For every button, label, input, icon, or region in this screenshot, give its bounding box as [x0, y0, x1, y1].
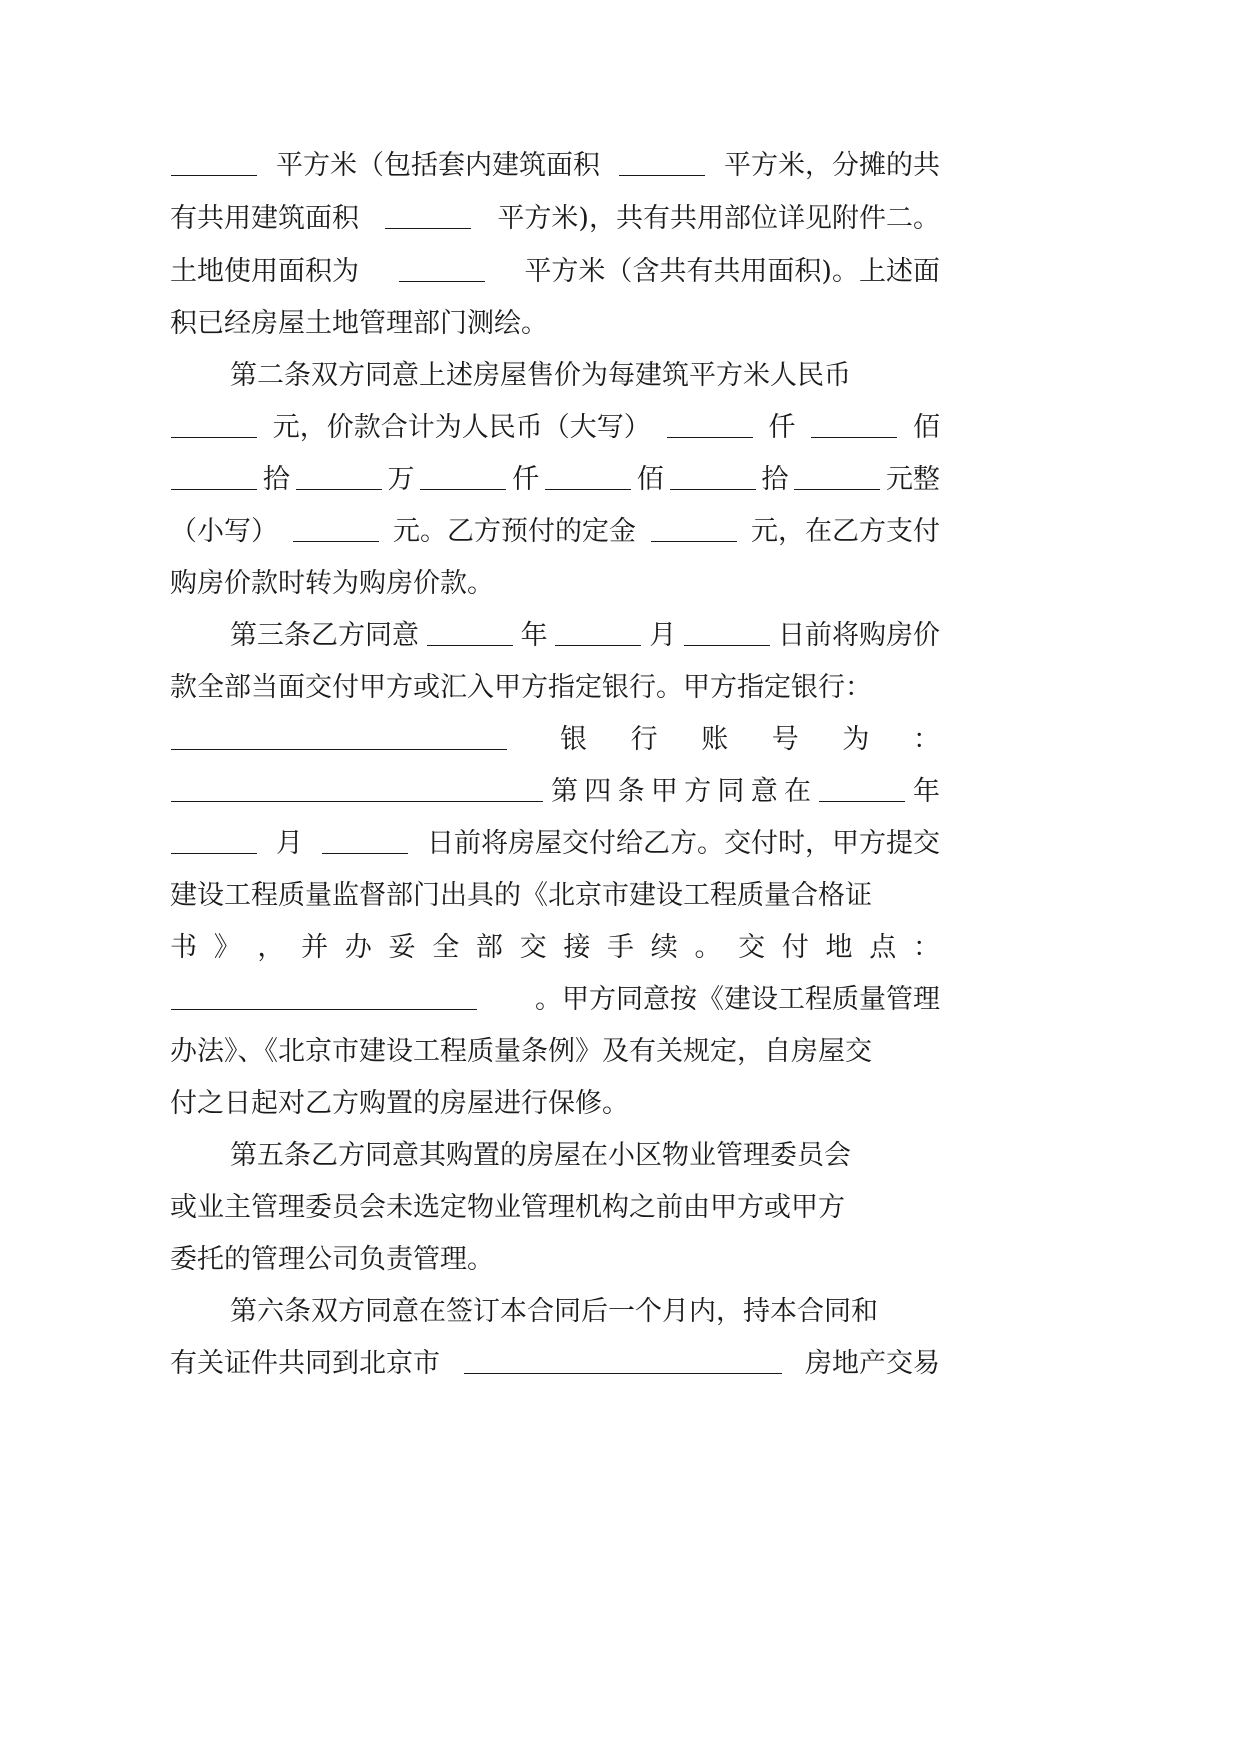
text-segment: 元，在乙方支付 — [751, 516, 940, 547]
fill-blank[interactable] — [399, 251, 485, 282]
fill-blank[interactable] — [171, 145, 257, 176]
fill-blank-long[interactable] — [171, 771, 543, 802]
text-segment: 付之日起对乙方购置的房屋进行保修。 — [170, 1088, 629, 1119]
text-segment: 建设工程质量监督部门出具的《北京市建设工程质量合格证 — [170, 880, 872, 911]
article-6-start — [230, 1285, 940, 1339]
spaced-char: 并 — [301, 932, 329, 963]
text-segment: 万 — [387, 464, 415, 495]
text-segment: 拾 — [761, 464, 789, 495]
text-segment: 元。乙方预付的定金 — [393, 516, 636, 547]
spaced-text — [560, 713, 940, 767]
spaced-char: 银 — [560, 724, 587, 755]
spaced-char: 交 — [738, 932, 766, 963]
spaced-char: 甲 — [650, 776, 678, 807]
text-line — [170, 297, 940, 351]
spaced-char: 意 — [750, 776, 778, 807]
fill-blank-long[interactable] — [464, 1343, 782, 1374]
text-segment: 土地使用面积为 — [170, 256, 359, 287]
text-segment: 平方米（含共有共用面积)。上述面 — [524, 256, 940, 287]
text-line — [170, 245, 940, 299]
spaced-char: 办 — [344, 932, 372, 963]
fill-blank[interactable] — [619, 145, 705, 176]
text-segment: 佰 — [912, 412, 940, 443]
fill-blank[interactable] — [670, 459, 756, 490]
spaced-char: ： — [912, 724, 940, 755]
fill-blank[interactable] — [171, 407, 257, 438]
text-line — [170, 453, 940, 507]
text-line — [170, 1337, 940, 1391]
text-line — [170, 505, 940, 559]
text-segment: 年 — [520, 620, 548, 651]
text-segment: 第五条乙方同意其购置的房屋在小区物业管理委员会 — [230, 1140, 851, 1171]
text-line — [170, 139, 940, 193]
text-segment: 有关证件共同到北京市 — [170, 1348, 440, 1379]
text-segment: 购房价款时转为购房价款。 — [170, 568, 494, 599]
text-segment: 款全部当面交付甲方或汇入甲方指定银行。甲方指定银行： — [170, 672, 872, 703]
text-line — [170, 869, 940, 923]
text-line — [170, 557, 940, 611]
spaced-char: ： — [912, 932, 940, 963]
spaced-char: 书 — [170, 932, 197, 963]
text-segment: 第六条双方同意在签订本合同后一个月内，持本合同和 — [230, 1296, 878, 1327]
spaced-char: 交 — [519, 932, 547, 963]
text-segment: 房地产交易 — [805, 1348, 940, 1379]
text-line — [170, 921, 940, 975]
spaced-char: 行 — [630, 724, 658, 755]
spaced-char: 妥 — [388, 932, 416, 963]
text-line — [170, 765, 940, 819]
fill-blank[interactable] — [322, 823, 408, 854]
spaced-char: 为 — [842, 724, 870, 755]
text-segment: 月 — [276, 828, 303, 859]
text-segment: 第三条乙方同意 — [230, 620, 419, 651]
fill-blank[interactable] — [811, 407, 897, 438]
spaced-char: 四 — [584, 776, 612, 807]
spaced-char: 条 — [617, 776, 645, 807]
fill-blank[interactable] — [651, 511, 737, 542]
fill-blank-long[interactable] — [171, 719, 507, 750]
fill-blank[interactable] — [819, 771, 905, 802]
spaced-char: 号 — [771, 724, 799, 755]
fill-blank[interactable] — [296, 459, 382, 490]
text-line — [170, 661, 940, 715]
spaced-char: 地 — [825, 932, 853, 963]
spaced-char: 手 — [607, 932, 635, 963]
text-segment: 平方米（包括套内建筑面积 — [276, 150, 600, 181]
text-segment: 元整 — [885, 464, 940, 495]
spaced-char: 》 — [213, 932, 241, 963]
spaced-text — [170, 921, 940, 975]
spaced-char: 部 — [475, 932, 503, 963]
text-segment: 委托的管理公司负责管理。 — [170, 1244, 494, 1275]
spaced-char: 点 — [869, 932, 897, 963]
spaced-char: 付 — [781, 932, 809, 963]
text-line — [170, 1233, 940, 1287]
fill-blank[interactable] — [171, 459, 257, 490]
text-segment: （小写） — [170, 516, 278, 547]
text-segment: 有共用建筑面积 — [170, 203, 359, 234]
spaced-text — [551, 765, 811, 819]
fill-blank[interactable] — [545, 459, 631, 490]
fill-blank-long[interactable] — [171, 979, 477, 1010]
spaced-char: 同 — [717, 776, 745, 807]
spaced-char: 第 — [551, 776, 578, 807]
spaced-char: 方 — [684, 776, 712, 807]
text-line — [170, 1025, 940, 1079]
fill-blank[interactable] — [427, 615, 513, 646]
fill-blank[interactable] — [555, 615, 641, 646]
article-2-start — [230, 349, 940, 403]
spaced-char: 续 — [650, 932, 678, 963]
text-segment: 年 — [913, 776, 940, 807]
article-3-start — [230, 609, 940, 663]
text-segment: 办法》、《北京市建设工程质量条例》及有关规定，自房屋交 — [170, 1036, 872, 1067]
spaced-char: 账 — [701, 724, 729, 755]
spaced-char: 在 — [783, 776, 811, 807]
spaced-char: 全 — [432, 932, 460, 963]
text-segment: 佰 — [636, 464, 664, 495]
text-line — [170, 817, 940, 871]
article-5-start — [230, 1129, 940, 1183]
text-segment: 日前将房屋交付给乙方。交付时，甲方提交 — [427, 828, 940, 859]
text-segment: 平方米)，共有共用部位详见附件二。 — [497, 203, 940, 234]
text-segment: 仟 — [768, 412, 796, 443]
text-segment: 仟 — [512, 464, 540, 495]
text-line — [170, 192, 940, 246]
fill-blank[interactable] — [684, 615, 770, 646]
fill-blank[interactable] — [667, 407, 753, 438]
spaced-char: 。 — [694, 932, 722, 963]
text-segment: 元，价款合计为人民币（大写） — [272, 412, 651, 443]
fill-blank[interactable] — [385, 198, 471, 229]
text-line — [170, 713, 940, 767]
text-segment: 平方米，分摊的共 — [724, 150, 940, 181]
fill-blank[interactable] — [171, 823, 257, 854]
fill-blank[interactable] — [293, 511, 379, 542]
text-segment: 月 — [649, 620, 677, 651]
spaced-char: 接 — [563, 932, 591, 963]
text-line — [170, 401, 940, 455]
text-segment: 或业主管理委员会未选定物业管理机构之前由甲方或甲方 — [170, 1192, 845, 1223]
text-segment: 拾 — [262, 464, 290, 495]
fill-blank[interactable] — [794, 459, 880, 490]
text-line — [170, 1077, 940, 1131]
spaced-char: ， — [257, 932, 285, 963]
text-segment: 。甲方同意按《建设工程质量管理 — [535, 984, 940, 1015]
fill-blank[interactable] — [420, 459, 506, 490]
text-line — [170, 1181, 940, 1235]
text-segment: 第二条双方同意上述房屋售价为每建筑平方米人民币 — [230, 360, 851, 391]
text-line — [170, 973, 940, 1027]
text-segment: 日前将购房价 — [777, 620, 940, 651]
text-segment: 积已经房屋土地管理部门测绘。 — [170, 308, 548, 339]
